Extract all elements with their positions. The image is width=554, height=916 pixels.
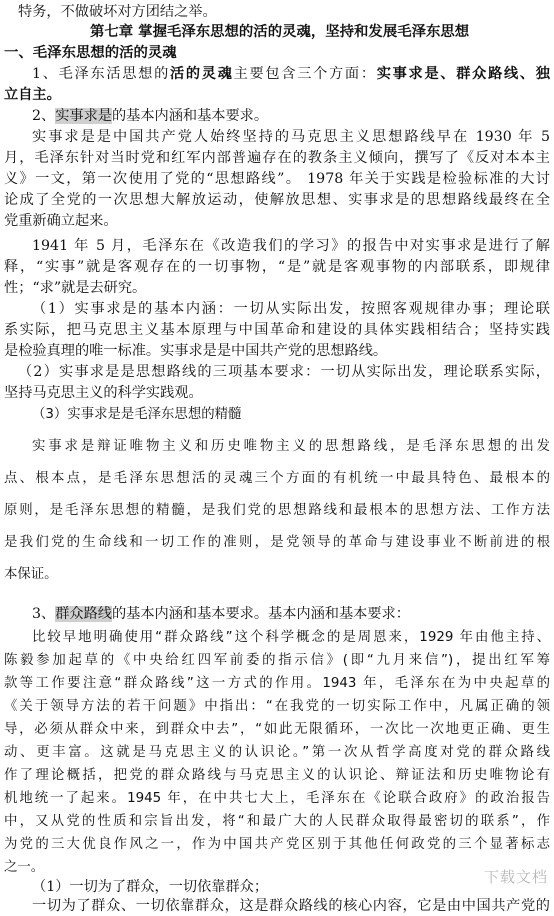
paragraph-line: （1）一切为了群众，一切依靠群众； [32, 879, 269, 895]
paragraph-line: 月，毛泽东针对当时党和红军内部普遍存在的教条主义倾向，撰写了《反对本本主 [4, 150, 550, 166]
paragraph-line: （2）实事求是是思想路线的三项基本要求：一切从实际出发，理论联系实际， [18, 364, 550, 380]
paragraph-line: 导，必须从群众中来，到群众中去”，“如此无限循环，一次比一次地更正确、更生 [4, 722, 550, 737]
paragraph-line: 为党的三大优良作风之一，作为中国共产党区别于其他任何政党的三个显著标志 [4, 837, 550, 852]
paragraph-line: 陈毅参加起草的《中央给红四军前委的指示信》(即“九月来信”)，提出红军筹 [4, 653, 550, 668]
paragraph-line: 实事求是是中国共产党人始终坚持的马克思主义思想路线早在 1930 年 5 [32, 129, 550, 145]
paragraph-line: 《关于领导方法的若干问题》中指出：“在我党的一切实际工作中，凡属正确的领 [4, 699, 550, 714]
paragraph-line: 1941 年 5 月，毛泽东在《改造我们的学习》的报告中对实事求是进行了解 [32, 238, 550, 254]
paragraph-line: 性；“求”就是去研究。 [4, 280, 147, 296]
paragraph-line: 机地统一了起来。1945 年，在中共七大上，毛泽东在《论联合政府》的政治报告 [4, 791, 550, 806]
subheading-2: 2、实事求是的基本内涵和基本要求。 [32, 108, 269, 124]
paragraph-line: 作了理论概括，把党的群众路线与马克思主义的认识论、辩证法和历史唯物论有 [4, 768, 550, 783]
paragraph-line: 点、根本点，是毛泽东思想活的灵魂三个方面的有机统一中最具特色、最根本的 [4, 471, 550, 486]
paragraph-line: （3）实事求是是毛泽东思想的精髓 [32, 407, 242, 422]
paragraph-line: 款等工作要注意“群众路线”这一方式的作用。1943 年，毛泽东在为中央起草的 [4, 676, 550, 691]
paragraph-line: 是我们党的生命线和一切工作的准则，是党领导的革命与建设事业不断前进的根 [4, 535, 550, 550]
paragraph-line: 义》一文，第一次使用了党的“思想路线”。 1978 年关于实践是检验标准的大讨 [4, 171, 550, 187]
paragraph-line: （1）实事求是的基本内涵：一切从实际出发，按照客观规律办事；理论联 [32, 301, 550, 317]
paragraph-line: 之一。 [4, 860, 45, 875]
paragraph-line: 释，“实事”就是客观存在的一切事物，“是”就是客观事物的内部联系，即规律 [4, 259, 550, 275]
paragraph-line: 本保证。 [4, 567, 58, 582]
paragraph-line: 论成了全党的一次思想大解放运动，使解放思想、实事求是的思想路线最终在全 [4, 192, 550, 208]
paragraph-line: 坚持马克思主义的科学实践观。 [4, 385, 203, 401]
paragraph-line: 实事求是辩证唯物主义和历史唯物主义的思想路线，是毛泽东思想的出发 [32, 439, 550, 454]
paragraph-line: 一切为了群众、一切依靠群众，这是群众路线的核心内容，它是由中国共产党的 [32, 898, 550, 914]
chapter-title: 第七章 掌握毛泽东思想的活的灵魂，坚持和发展毛泽东思想 [90, 23, 470, 40]
paragraph-line: 原则，是毛泽东思想的精髓，是我们党的思想路线和最根本的思想方法、工作方法 [4, 503, 550, 518]
paragraph-line: 比较早地明确使用“群众路线”这个科学概念的是周恩来，1929 年由他主持、 [32, 630, 550, 645]
paragraph-line: 中，又从党的性质和宗旨出发，将“和最广大的人民群众取得最密切的联系”，作 [4, 814, 550, 829]
paragraph-line: 1、毛泽东活思想的活的灵魂主要包含三个方面：实事求是、群众路线、独 [32, 66, 550, 82]
paragraph-line: 立自主。 [4, 87, 61, 103]
subheading-3: 3、群众路线的基本内涵和基本要求。基本内涵和基本要求： [32, 606, 410, 622]
paragraph-line: 党重新确立起来。 [4, 213, 118, 229]
line-1: 特务，不做破坏对方团结之举。 [18, 4, 217, 20]
watermark: 下载文档 [483, 868, 548, 886]
paragraph-line: 系实际，把马克思主义基本原理与中国革命和建设的具体实践相结合；坚持实践 [4, 322, 550, 338]
paragraph-line: 动、更丰富。这就是马克思主义的认识论。”第一次从哲学高度对党的群众路线 [4, 745, 550, 760]
section-heading: 一、毛泽东思想的活的灵魂 [4, 44, 177, 61]
paragraph-line: 是检验真理的唯一标准。实事求是是中国共产党的思想路线。 [4, 343, 388, 359]
